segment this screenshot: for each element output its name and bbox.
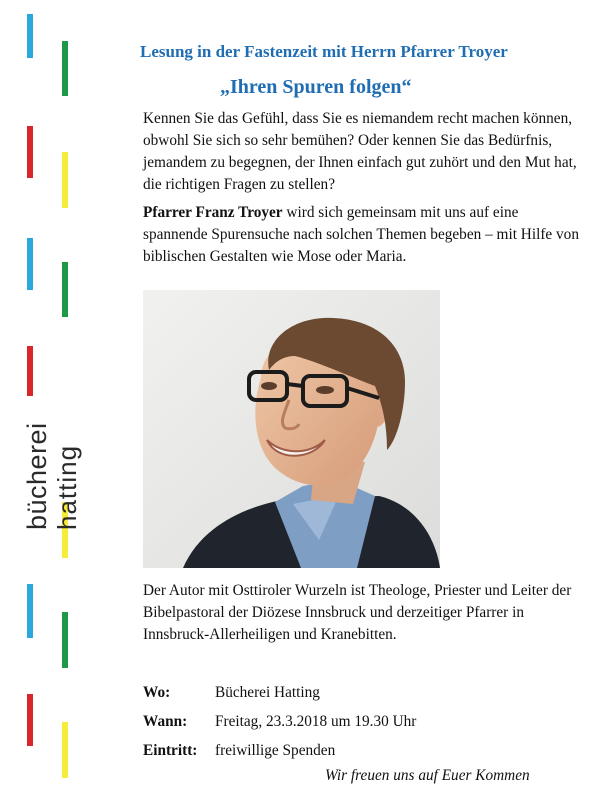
- library-logo-line1: bücherei: [22, 422, 52, 530]
- where-label: Wo:: [143, 684, 171, 701]
- stripe-red-3: [27, 694, 33, 746]
- when-value: Freitag, 23.3.2018 um 19.30 Uhr: [215, 713, 417, 730]
- stripe-green-3: [62, 612, 68, 668]
- event-title: Lesung in der Fastenzeit mit Herrn Pfarrer Troyer: [140, 42, 508, 61]
- stripe-yellow-1: [62, 152, 68, 208]
- event-subtitle: „Ihren Spuren folgen“: [220, 76, 412, 98]
- author-bio: Der Autor mit Osttiroler Wurzeln ist Theologe, Priester und Leiter der Bibelpastoral der Diözese Innsbruck und derzeitiger Pfarrer in Innsbruck-Allerheiligen und Kranebitten.: [143, 582, 572, 643]
- closing-line: Wir freuen uns auf Euer Kommen: [325, 767, 530, 784]
- speaker-description: wird sich gemeinsam mit uns auf eine spannende Spurensuche nach solchen Themen begeben – mit Hilfe von biblischen Gestalten wie Mose oder Maria.: [143, 204, 579, 265]
- stripe-blue-2: [27, 238, 33, 290]
- library-logo-line2: hatting: [52, 444, 82, 530]
- stripe-green-1: [62, 41, 68, 96]
- speaker-photo: [143, 290, 440, 568]
- entry-label: Eintritt:: [143, 742, 198, 759]
- stripe-blue-1: [27, 14, 33, 58]
- entry-value: freiwillige Spenden: [215, 742, 336, 759]
- speaker-name: Pfarrer Franz Troyer: [143, 204, 283, 221]
- where-value: Bücherei Hatting: [215, 684, 320, 701]
- stripe-red-1: [27, 126, 33, 178]
- library-logo: [22, 380, 86, 530]
- stripe-blue-3: [27, 584, 33, 638]
- intro-paragraph: Kennen Sie das Gefühl, dass Sie es niemandem recht machen können, obwohl Sie sich so sehr bemühen? Oder kennen Sie das Bedürfnis, jemandem zu begegnen, der Ihnen einfach gut zuhört und den Mut hat, die richtigen Fragen zu stellen?: [143, 110, 577, 193]
- speaker-paragraph: [143, 202, 583, 268]
- stripe-yellow-3: [62, 722, 68, 778]
- when-label: Wann:: [143, 713, 188, 730]
- stripe-green-2: [62, 262, 68, 317]
